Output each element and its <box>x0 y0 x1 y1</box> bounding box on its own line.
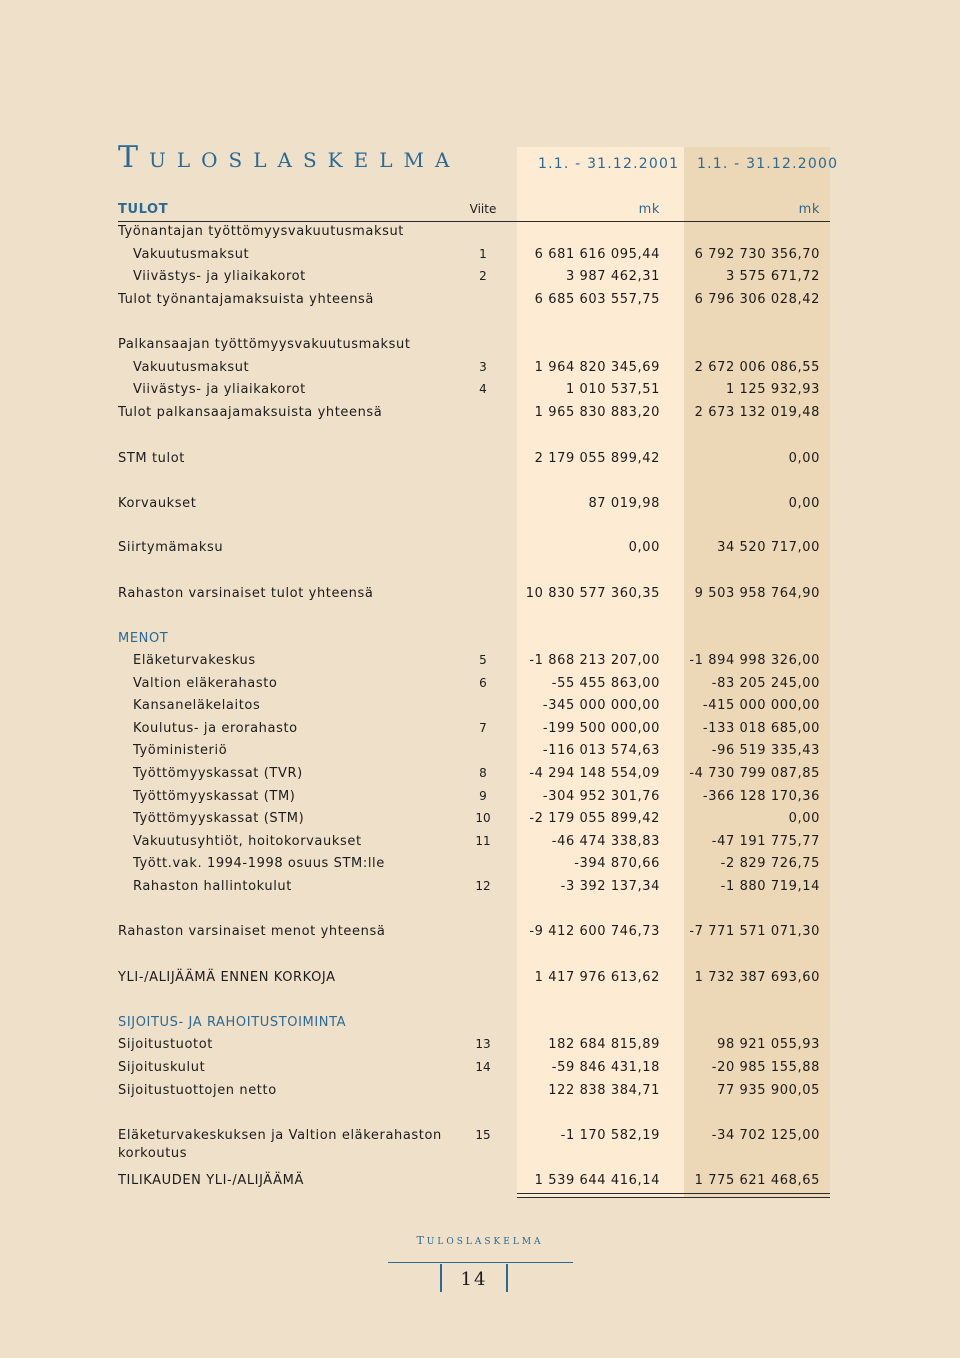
table-row: Työministeriö -116 013 574,63 -96 519 335,43 <box>133 743 820 758</box>
table-row: Työttömyyskassat (TM) 9 -304 952 301,76 -366 128 170,36 <box>133 789 820 804</box>
table-row: Rahaston hallintokulut 12 -3 392 137,34 -1 880 719,14 <box>133 879 820 894</box>
income-total-row: Rahaston varsinaiset tulot yhteensä 10 830 577 360,35 9 503 958 764,90 <box>118 586 820 601</box>
result-row: TILIKAUDEN YLI-/ALIJÄÄMÄ 1 539 644 416,14 1 775 621 468,65 <box>118 1173 820 1188</box>
footer-rule <box>388 1262 573 1263</box>
table-row: Viivästys- ja yliaikakorot 4 1 010 537,51 1 125 932,93 <box>133 382 820 397</box>
unit-2000: mk <box>798 202 820 217</box>
subtotal-row: Tulot työnantajamaksuista yhteensä 6 685 603 557,75 6 796 306 028,42 <box>118 292 820 307</box>
table-row: Vakuutusyhtiöt, hoitokorvaukset 11 -46 474 338,83 -47 191 775,77 <box>133 834 820 849</box>
table-row: Vakuutusmaksut 3 1 964 820 345,69 2 672 006 086,55 <box>133 360 820 375</box>
section-heading: TULOT <box>118 202 169 217</box>
table-row: Sijoituskulut 14 -59 846 431,18 -20 985 155,88 <box>118 1060 820 1075</box>
korvaukset-row: Korvaukset 87 019,98 0,00 <box>118 496 820 511</box>
unit-2001: mk <box>638 202 660 217</box>
group-heading: Työnantajan työttömyysvakuutusmaksut <box>118 224 404 239</box>
table-row: Työttömyyskassat (STM) 10 -2 179 055 899,42 0,00 <box>133 811 820 826</box>
note-column-header: Viite <box>469 202 497 216</box>
table-row: Vakuutusmaksut 1 6 681 616 095,44 6 792 730 356,70 <box>133 247 820 262</box>
expense-total-row: Rahaston varsinaiset menot yhteensä -9 412 600 746,73 -7 771 571 071,30 <box>118 924 820 939</box>
table-row: Viivästys- ja yliaikakorot 2 3 987 462,31 3 575 671,72 <box>133 269 820 284</box>
siirtymamaksu-row: Siirtymämaksu 0,00 34 520 717,00 <box>118 540 820 555</box>
menot-heading: MENOT <box>118 631 169 646</box>
group-heading: Palkansaajan työttömyysvakuutusmaksut <box>118 337 411 352</box>
footer-title: TULOSLASKELMA <box>416 1234 544 1247</box>
double-underline <box>517 1193 830 1198</box>
table-row: Valtion eläkerahasto 6 -55 455 863,00 -83 205 245,00 <box>133 676 820 691</box>
period-2001: 1.1. - 31.12.2001 <box>538 156 680 172</box>
table-row: Eläketurvakeskus 5 -1 868 213 207,00 -1 894 998 326,00 <box>133 653 820 668</box>
table-row: Kansaneläkelaitos -345 000 000,00 -415 000 000,00 <box>133 698 820 713</box>
table-row: Koulutus- ja erorahasto 7 -199 500 000,00 -133 018 685,00 <box>133 721 820 736</box>
subtotal-row: Tulot palkansaajamaksuista yhteensä 1 965 830 883,20 2 673 132 019,48 <box>118 405 820 420</box>
table-row: Tyött.vak. 1994-1998 osuus STM:lle -394 870,66 -2 829 726,75 <box>133 856 820 871</box>
stm-row: STM tulot 2 179 055 899,42 0,00 <box>118 451 820 466</box>
ratio-row: Eläketurvakeskuksen ja Valtion eläkerahaston 15 -1 170 582,19 -34 702 125,00 <box>118 1128 820 1143</box>
table-row: Työttömyyskassat (TVR) 8 -4 294 148 554,09 -4 730 799 087,85 <box>133 766 820 781</box>
period-2000: 1.1. - 31.12.2000 <box>697 156 839 172</box>
page-number: 14 <box>460 1269 488 1290</box>
ratio-row-continued: korkoutus <box>118 1146 188 1161</box>
table-row: Sijoitustuotot 13 182 684 815,89 98 921 055,93 <box>118 1037 820 1052</box>
investment-heading: SIJOITUS- JA RAHOITUSTOIMINTA <box>118 1015 347 1030</box>
divider <box>118 221 830 222</box>
investment-total-row: Sijoitustuottojen netto 122 838 384,71 77 935 900,05 <box>118 1083 820 1098</box>
page-title: TULOSLASKELMA <box>118 140 461 175</box>
before-interest-row: YLI-/ALIJÄÄMÄ ENNEN KORKOJA 1 417 976 613,62 1 732 387 693,60 <box>118 970 820 985</box>
